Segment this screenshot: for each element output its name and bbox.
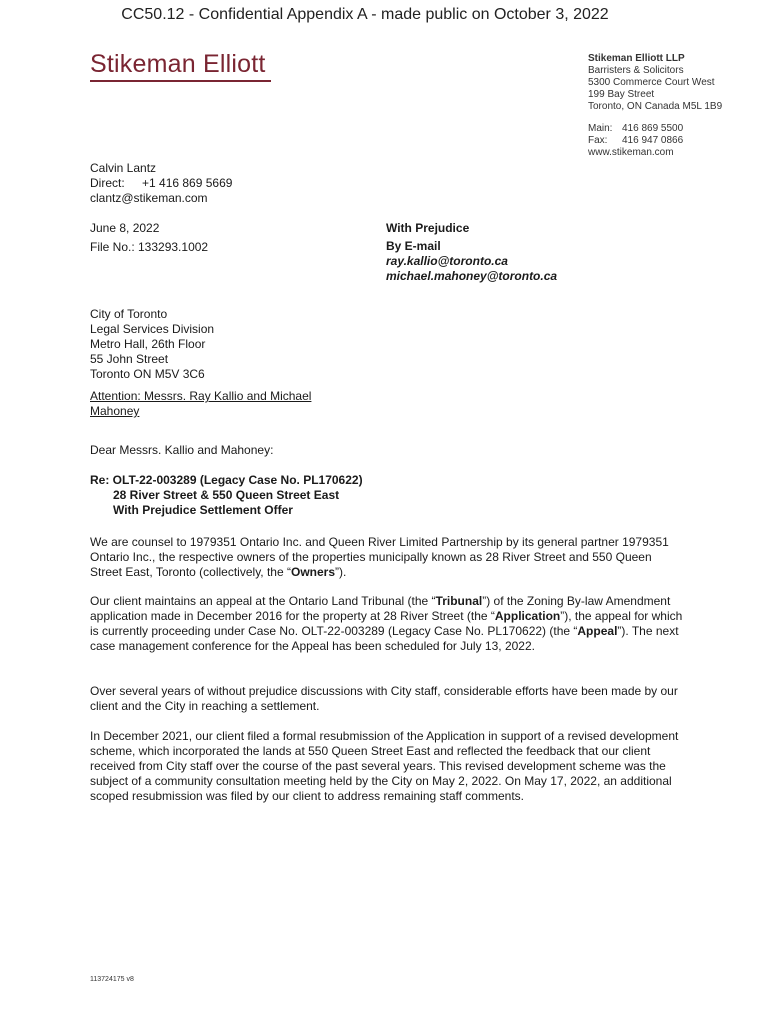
sender-name: Calvin Lantz [90, 161, 157, 175]
address-line: City of Toronto [90, 307, 168, 321]
firm-name: Stikeman Elliott LLP [588, 53, 685, 64]
file-number: File No.: 133293.1002 [90, 240, 209, 254]
delivery-method: By E-mail [386, 239, 441, 253]
privilege-label: With Prejudice [386, 221, 470, 235]
subject-case: Re: OLT-22-003289 (Legacy Case No. PL170622) [90, 473, 363, 487]
delivery-block [386, 221, 557, 284]
recipient-email: michael.mahoney@toronto.ca [386, 269, 558, 283]
paragraph-2: Our client maintains an appeal at the Ontario Land Tribunal (the “Tribunal”) of the Zoning By-law Amendment application made in December 2016 for the property at 28 River Street (the “Application”), the appeal for which is currently proceeding under Case No. OLT-22-003289 (Legacy Case No. PL170622) (the “Appeal”). The next case management conference for the Appeal has been scheduled for July 13, 2022. [90, 594, 683, 653]
letter-date: June 8, 2022 [90, 221, 160, 235]
recipient-address [90, 307, 214, 382]
subject-offer: With Prejudice Settlement Offer [113, 503, 293, 517]
sender-block [90, 161, 232, 206]
firm-line: 199 Bay Street [588, 89, 655, 100]
subject-property: 28 River Street & 550 Queen Street East [113, 488, 340, 502]
firm-address-block [588, 53, 722, 159]
firm-line: Barristers & Solicitors [588, 65, 684, 76]
address-line: Legal Services Division [90, 322, 215, 336]
letter-meta [90, 221, 208, 259]
sender-email: clantz@stikeman.com [90, 191, 208, 205]
paragraph-4: In December 2021, our client filed a formal resubmission of the Application in support of a revised development scheme, which incorporated the lands at 550 Queen Street East and reflected the feedback that our client received from City staff over the course of the past several years. This revised development scheme was the subject of a community consultation meeting held by the City on May 2, 2022. On May 17, 2022, an additional scoped resubmission was filed by our client to address remaining staff comments. [90, 729, 679, 803]
address-line: Toronto ON M5V 3C6 [90, 367, 205, 381]
paragraph-3: Over several years of without prejudice discussions with City staff, considerable efforts have been made by our client and the City in reaching a settlement. [90, 684, 678, 713]
attention-line: Attention: Messrs. Ray Kallio and Michael Mahoney [90, 389, 312, 418]
logo-underline [90, 80, 271, 82]
firm-logo: Stikeman Elliott [90, 50, 266, 78]
subject-line [90, 473, 363, 518]
firm-website: www.stikeman.com [588, 147, 674, 158]
firm-fax: Fax: 416 947 0866 [588, 135, 684, 146]
firm-main-phone: Main: 416 869 5500 [588, 123, 684, 134]
firm-line: 5300 Commerce Court West [588, 77, 715, 88]
salutation: Dear Messrs. Kallio and Mahoney: [90, 443, 274, 457]
address-line: 55 John Street [90, 352, 169, 366]
recipient-email: ray.kallio@toronto.ca [386, 254, 508, 268]
firm-line: Toronto, ON Canada M5L 1B9 [588, 101, 723, 112]
sender-direct: Direct: +1 416 869 5669 [90, 176, 233, 190]
paragraph-1: We are counsel to 1979351 Ontario Inc. and Queen River Limited Partnership by its general partner 1979351 Ontario Inc., the respective owners of the properties municipally known as 28 River Street and 550 Queen Street East, Toronto (collectively, the “Owners”). [90, 535, 669, 579]
address-line: Metro Hall, 26th Floor [90, 337, 206, 351]
document-code: 113724175 v8 [90, 976, 134, 983]
confidential-banner: CC50.12 - Confidential Appendix A - made public on October 3, 2022 [121, 6, 609, 23]
